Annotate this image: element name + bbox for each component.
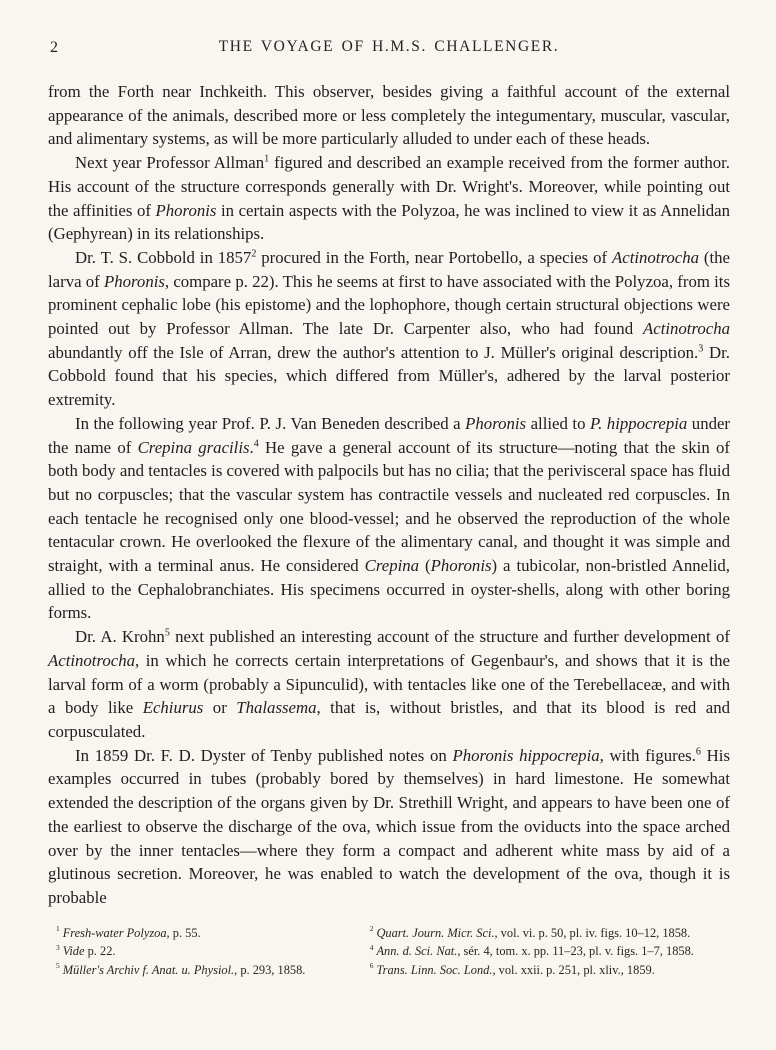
footnotes: [48, 925, 730, 979]
footnote-4: $^4$ Ann. d. Sci. Nat., sér. 4, tom. x. pp. 11–23, pl. v. figs. 1–7, 1858.: [369, 942, 694, 959]
page-number: 2: [50, 39, 58, 56]
footnote-marker: 6: [369, 961, 374, 971]
footnote-marker: 4: [369, 942, 374, 952]
footnote-reference: 5: [164, 627, 170, 639]
footnote-reference: 4: [253, 437, 259, 449]
footnote-6: $^6$ Trans. Linn. Soc. Lond., vol. xxii. p. 251, pl. xliv., 1859.: [369, 961, 655, 977]
paragraph: In 1859 Dr. F. D. Dyster of Tenby published notes on Phoronis hippocrepia, with figures.$^6$ His examples occurred in tubes (probably bored by themselves) in hard limestone. He somewhat extended the description of the organs given by Dr. Strethill Wright, and appears to have been one of the earliest to observe the discharge of the ova, which issue from the oviducts into the space arched over by the inner tentacles—where they form a compact and adherent white mass by aid of a glutinous secretion. Moreover, he was enabled to watch the development of the ova, though it is probable: [48, 745, 730, 907]
footnote-5: $^5$ Müller's Archiv f. Anat. u. Physiol., p. 293, 1858.: [56, 961, 306, 977]
footnote-reference: 6: [695, 746, 701, 758]
paragraph: Dr. A. Krohn$^5$ next published an interesting account of the structure and further development of Actinotrocha, in which he corrects certain interpretations of Gegenbaur's, and shows that it is the larval form of a worm (probably a Sipunculid), with tentacles like one of the Terebellaceæ, and with a body like Echiurus or Thalassema, that is, without bristles, and that its blood is red and corpusculated.: [48, 627, 730, 741]
footnote-marker: 1: [56, 924, 60, 934]
running-title: THE VOYAGE OF H.M.S. CHALLENGER.: [218, 38, 560, 55]
footnote-marker: 5: [56, 961, 60, 971]
paragraph: Next year Professor Allman$^1$ figured and described an example received from the former author. His account of the structure corresponds generally with Dr. Wright's. Moreover, while pointing out the affinities of Phoronis in certain aspects with the Polyzoa, he was inclined to view it as Annelidan (Gephyrean) in its relationships.: [48, 153, 730, 244]
paragraph: In the following year Prof. P. J. Van Beneden described a Phoronis allied to P. hippocrepia under the name of Crepina gracilis.$^4$ He gave a general account of its structure—noting that the skin of both body and tentacles is covered with palpocils but has no cilia; that the perivisceral space has fluid but no corpuscles; that the vascular system has contractile vessels and nucleated red corpuscles. In each tentacle he recognised only one blood-vessel; and he observed the reproduction of the whole tentacular crown. He overlooked the flexure of the alimentary canal, and thought it was simple and straight, with a terminal anus. He considered Crepina (Phoronis) a tubicolar, non-bristled Annelid, allied to the Cephalobranchiates. His specimens occurred in oyster-shells, along with other boring forms.: [48, 413, 731, 623]
footnote-1: $^1$ Fresh-water Polyzoa, p. 55.: [56, 924, 201, 940]
paragraph: from the Forth near Inchkeith. This observer, besides giving a faithful account of the external appearance of the animals, described more or less completely the integumentary, muscular, vascular, and alimentary systems, as will be more particularly alluded to under each of these heads.: [48, 82, 730, 149]
page-header: [48, 38, 730, 62]
paragraph: Dr. T. S. Cobbold in 1857$^2$ procured in the Forth, near Portobello, a species of Actinotrocha (the larva of Phoronis, compare p. 22). This he seems at first to have associated with the Polyzoa, from its prominent cephalic lobe (his epistome) and the lophophore, though certain structural objections were pointed out by Professor Allman. The late Dr. Carpenter also, who had found Actinotrocha abundantly off the Isle of Arran, drew the author's attention to J. Müller's original description.$^3$ Dr. Cobbold found that his species, which differed from Müller's, adhered by the larval posterior extremity.: [48, 247, 730, 410]
footnote-marker: 2: [369, 924, 374, 934]
footnote-marker: 3: [56, 942, 60, 952]
footnote-2: $^2$ Quart. Journ. Micr. Sci., vol. vi. p. 50, pl. iv. figs. 10–12, 1858.: [369, 924, 691, 940]
footnote-3: $^3$ Vide p. 22.: [56, 942, 116, 959]
footnote-reference: 1: [264, 153, 270, 165]
footnote-reference: 3: [698, 343, 704, 355]
body-text: [48, 80, 730, 910]
footnote-reference: 2: [251, 248, 257, 260]
